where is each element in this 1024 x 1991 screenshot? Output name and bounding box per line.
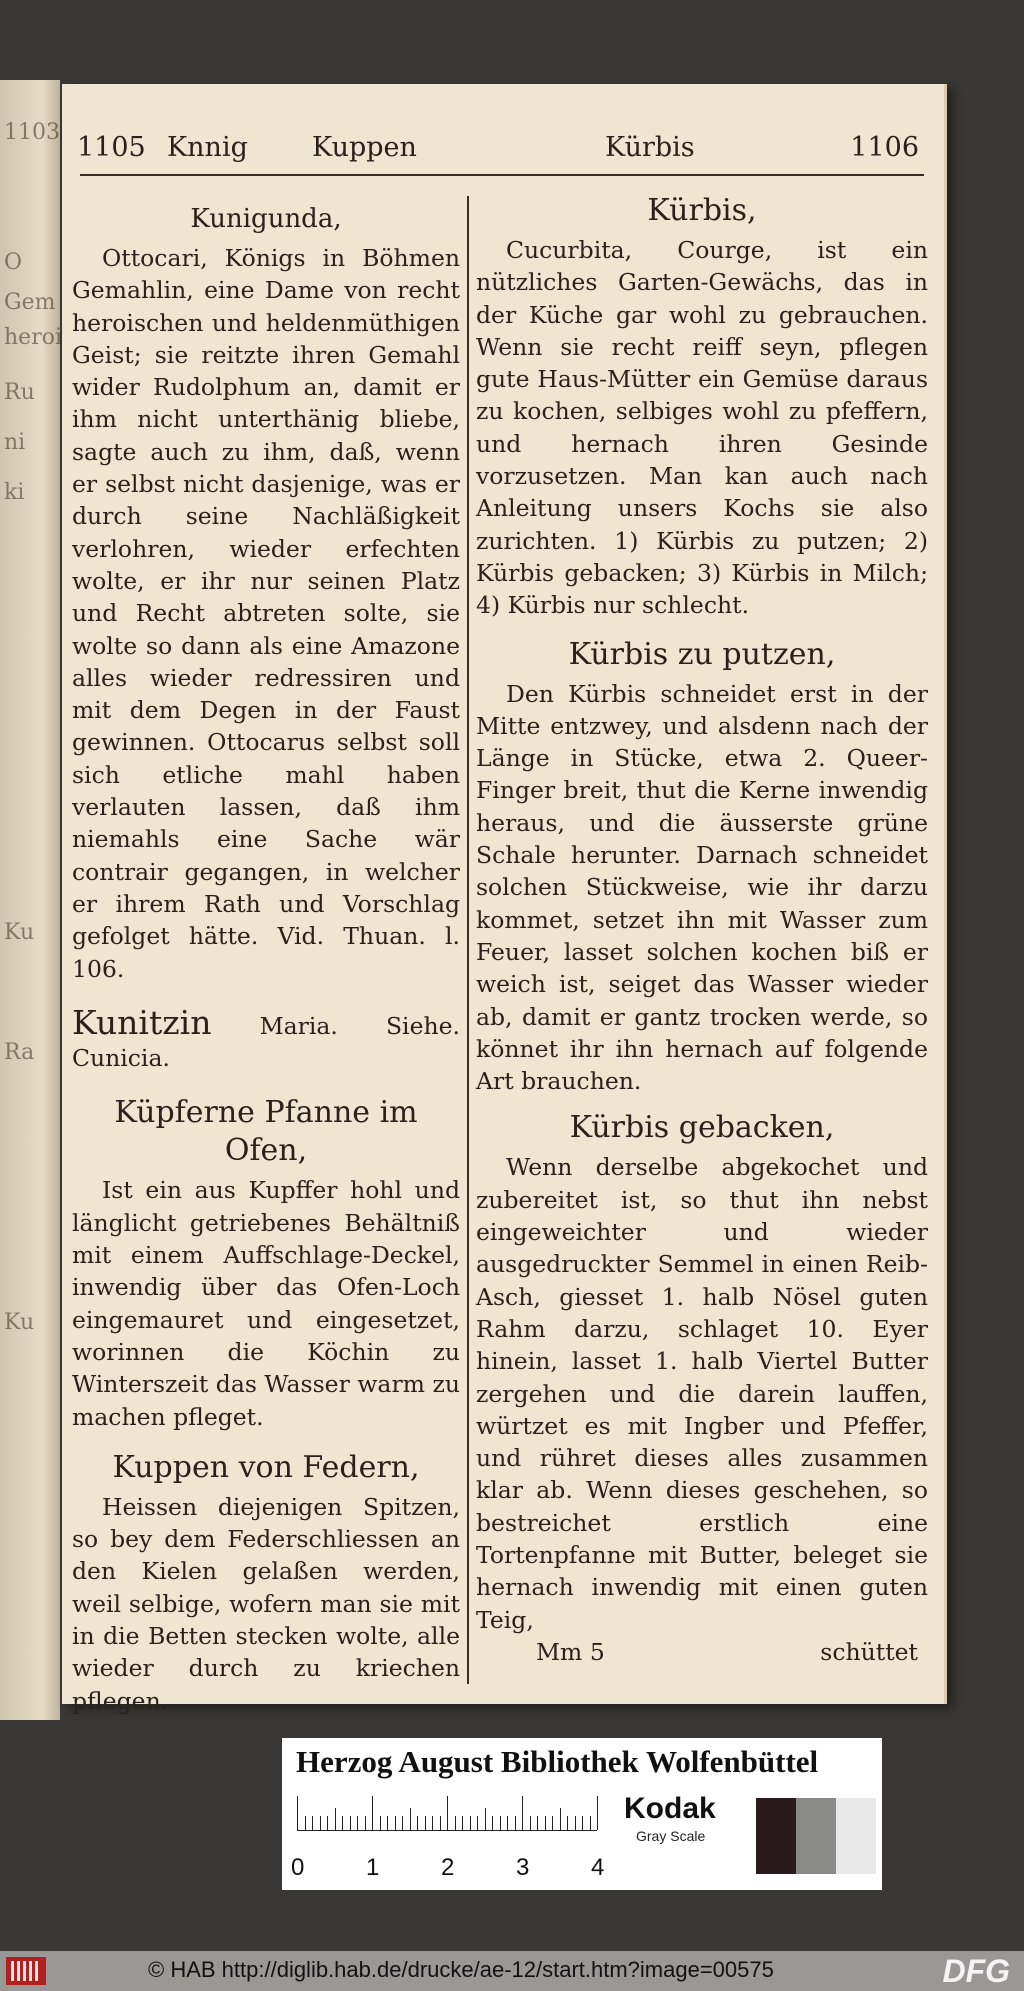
entry-text: Heissen diejenigen Spitzen, so bey dem Federschliessen an den Kielen gelaßen werden, weil selbige, wofern man sie mit in die Betten stecken wolte, alle wieder durch zu kriechen pflegen.: [72, 1492, 460, 1715]
ruler-tick: [335, 1808, 336, 1830]
entry-text: Cucurbita, Courge, ist ein nützliches Garten-Gewächs, das in der Küche gar wohl zu gebrauchen. Wenn sie recht reiff seyn, pflegen gute Haus-Mütter ein Gemüse daraus zu kochen, selbiges wohl zu pfeffern, und hernach ihren Gesinde vorzusetzen. Man kan auch nach Anleitung unsers Kochs sie also zurichten. 1) Kürbis zu putzen; 2) Kürbis gebacken; 3) Kürbis in Milch; 4) Kürbis nur schlecht.: [476, 236, 928, 620]
prev-page-fragment: O: [4, 250, 23, 275]
ruler-tick: [590, 1816, 591, 1830]
measurement-ruler: [291, 1796, 605, 1881]
ruler-tick: [522, 1796, 523, 1830]
ruler-tick: [462, 1816, 463, 1830]
entry-text: Maria. Siehe. Cunicia.: [72, 1011, 460, 1073]
ruler-tick: [350, 1816, 351, 1830]
ruler-tick: [417, 1816, 418, 1830]
ruler-tick: [410, 1808, 411, 1830]
ruler-number: 2: [441, 1854, 455, 1881]
footer-bar: [0, 1951, 1024, 1991]
ruler-tick: [455, 1816, 456, 1830]
ruler-tick: [395, 1816, 396, 1830]
gray-swatch-mid: [796, 1798, 836, 1874]
page-footer-line: [476, 1636, 928, 1668]
ruler-number: 1: [366, 1854, 380, 1881]
ruler-tick: [342, 1816, 343, 1830]
hab-logo-icon: [6, 1957, 46, 1985]
left-page-number: 1105: [77, 132, 146, 163]
ruler-tick: [485, 1808, 486, 1830]
library-name: Herzog August Bibliothek Wolfenbüttel: [296, 1744, 819, 1779]
ruler-number: 3: [516, 1854, 530, 1881]
ruler-tick: [567, 1816, 568, 1830]
ruler-tick: [575, 1816, 576, 1830]
prev-page-fragment: Ru: [4, 380, 35, 405]
previous-page-edge: [0, 80, 60, 1720]
ruler-number: 0: [291, 1854, 305, 1881]
header-catchword-2: Kuppen: [312, 132, 417, 163]
gray-swatch-dark: [756, 1798, 796, 1874]
kodak-logo: Kodak: [624, 1792, 716, 1825]
ruler-tick: [597, 1796, 598, 1830]
running-header: [77, 132, 929, 168]
header-rule: [80, 174, 924, 176]
prev-page-fragment: 1103: [4, 120, 60, 145]
catchword: schüttet: [820, 1637, 918, 1666]
entry-headword: Kuppen von Federn,: [112, 1449, 420, 1485]
ruler-tick: [305, 1816, 306, 1830]
prev-page-fragment: ni: [4, 430, 26, 455]
entry-text: Ottocari, Königs in Böhmen Gemahlin, eine Dame von recht heroischen und heldenmüthigen Geist; sie reitzte ihren Gemahl wider Rudolphum an, damit er ihm nicht unterthänig bliebe, sagte auch zu ihm, daß, wenn er selbst nicht dasjenige, was er durch seine Nachläßigkeit verlohren, wieder erfechten wolte, er ihr nur seinen Platz und Recht abtreten solte, sie wolte so dann als eine Amazone alles wieder redressiren und mit dem Degen in der Faust gewinnen. Ottocarus selbst soll sich etliche mahl haben verlauten lassen, daß ihm niemahls eine Sache wär contrair gegangen, in welcher er ihrem Rath und Vorschlag gefolget hätte. Vid. Thuan. l. 106.: [72, 244, 460, 983]
entry-headword: Kürbis,: [647, 193, 757, 228]
ruler-tick: [432, 1816, 433, 1830]
entry-text: Ist ein aus Kupffer hohl und länglicht getriebenes Behältniß mit einem Auffschlage-Deckel, inwendig über das Ofen-Loch eingemauret und eingesetzet, worinnen die Köchin zu Winterszeit das Wasser warm zu machen pfleget.: [72, 1176, 460, 1431]
color-calibration-target: [282, 1738, 882, 1890]
ruler-tick: [515, 1816, 516, 1830]
ruler-tick: [507, 1816, 508, 1830]
ruler-tick: [477, 1816, 478, 1830]
ruler-tick: [582, 1816, 583, 1830]
ruler-tick: [447, 1796, 448, 1830]
left-column: [72, 194, 460, 1717]
entry-text: Wenn derselbe abgekochet und zubereitet ist, so thut ihn nebst eingeweichter und wieder ausgedruckter Semmel in einen Reib-Asch, giesset 1. halb Nösel guten Rahm darzu, schlaget 10. Eyer hinein, lasset 1. halb Viertel Butter zergehen und die darein lauffen, würtzet es mit Ingber und Pfeffer, und rühret dieses alles zusammen klar ab. Wenn dieses geschehen, so bestreichet erstlich eine Tortenpfanne mit Butter, beleget sie hernach inwendig mit einen guten Teig,: [476, 1153, 928, 1634]
entry-headword: Kunitzin: [72, 1002, 212, 1042]
signature-mark: Mm 5: [536, 1637, 605, 1666]
ruler-tick: [425, 1816, 426, 1830]
prev-page-fragment: Gem: [4, 290, 56, 315]
ruler-tick: [545, 1816, 546, 1830]
ruler-tick: [402, 1816, 403, 1830]
entry-headword: Kürbis zu putzen,: [568, 636, 836, 672]
ruler-tick: [492, 1816, 493, 1830]
ruler-tick: [560, 1808, 561, 1830]
ruler-tick: [327, 1816, 328, 1830]
right-column: [476, 194, 928, 1668]
ruler-tick: [500, 1816, 501, 1830]
ruler-tick: [470, 1816, 471, 1830]
ruler-tick: [537, 1816, 538, 1830]
right-page-number: 1106: [850, 132, 919, 163]
entry-headword: Kunigunda,: [190, 204, 342, 234]
ruler-tick: [297, 1796, 298, 1830]
prev-page-fragment: Ku: [4, 920, 35, 945]
ruler-number: 4: [591, 1854, 605, 1881]
ruler-tick: [312, 1816, 313, 1830]
gray-swatch-light: [836, 1798, 876, 1874]
gray-scale-label: Gray Scale: [636, 1828, 706, 1844]
column-divider: [467, 196, 469, 1684]
ruler-tick: [372, 1796, 373, 1830]
cross-reference-entry: [72, 1002, 460, 1075]
ruler-tick: [320, 1816, 321, 1830]
ruler-tick: [365, 1816, 366, 1830]
ruler-tick: [357, 1816, 358, 1830]
entry-text: Den Kürbis schneidet erst in der Mitte entzwey, und alsdenn nach der Länge in Stücke, etwa 2. Queer-Finger breit, thut die Kerne inwendig heraus, und die äusserste grüne Schale herunter. Darnach schneidet solchen Stückweise, wie ihr darzu kommet, setzet ihn mit Wasser zum Feuer, lasset solchen kochen biß er weich ist, seiget das Wasser wieder ab, damit er gantz trocken werde, so könnet ihr ihn hernach auf folgende Art brauchen.: [476, 679, 928, 1096]
dfg-logo: DFG: [942, 1953, 1010, 1989]
ruler-tick: [552, 1816, 553, 1830]
entry-headword: Kürbis gebacken,: [569, 1110, 835, 1146]
ruler-tick: [380, 1816, 381, 1830]
prev-page-fragment: heroi: [4, 325, 62, 350]
ruler-tick: [530, 1816, 531, 1830]
header-catchword-3: Kürbis: [605, 132, 695, 163]
ruler-tick: [440, 1816, 441, 1830]
prev-page-fragment: Ku: [4, 1310, 35, 1335]
prev-page-fragment: Ra: [4, 1040, 35, 1065]
entry-headword: Küpferne Pfanne im Ofen,: [114, 1095, 418, 1169]
copyright-link[interactable]: © HAB http://diglib.hab.de/drucke/ae-12/start.htm?image=00575: [148, 1957, 774, 1982]
ruler-tick: [387, 1816, 388, 1830]
prev-page-fragment: ki: [4, 480, 25, 505]
book-page: [62, 84, 947, 1715]
header-catchword-1: Knnig: [167, 132, 248, 163]
